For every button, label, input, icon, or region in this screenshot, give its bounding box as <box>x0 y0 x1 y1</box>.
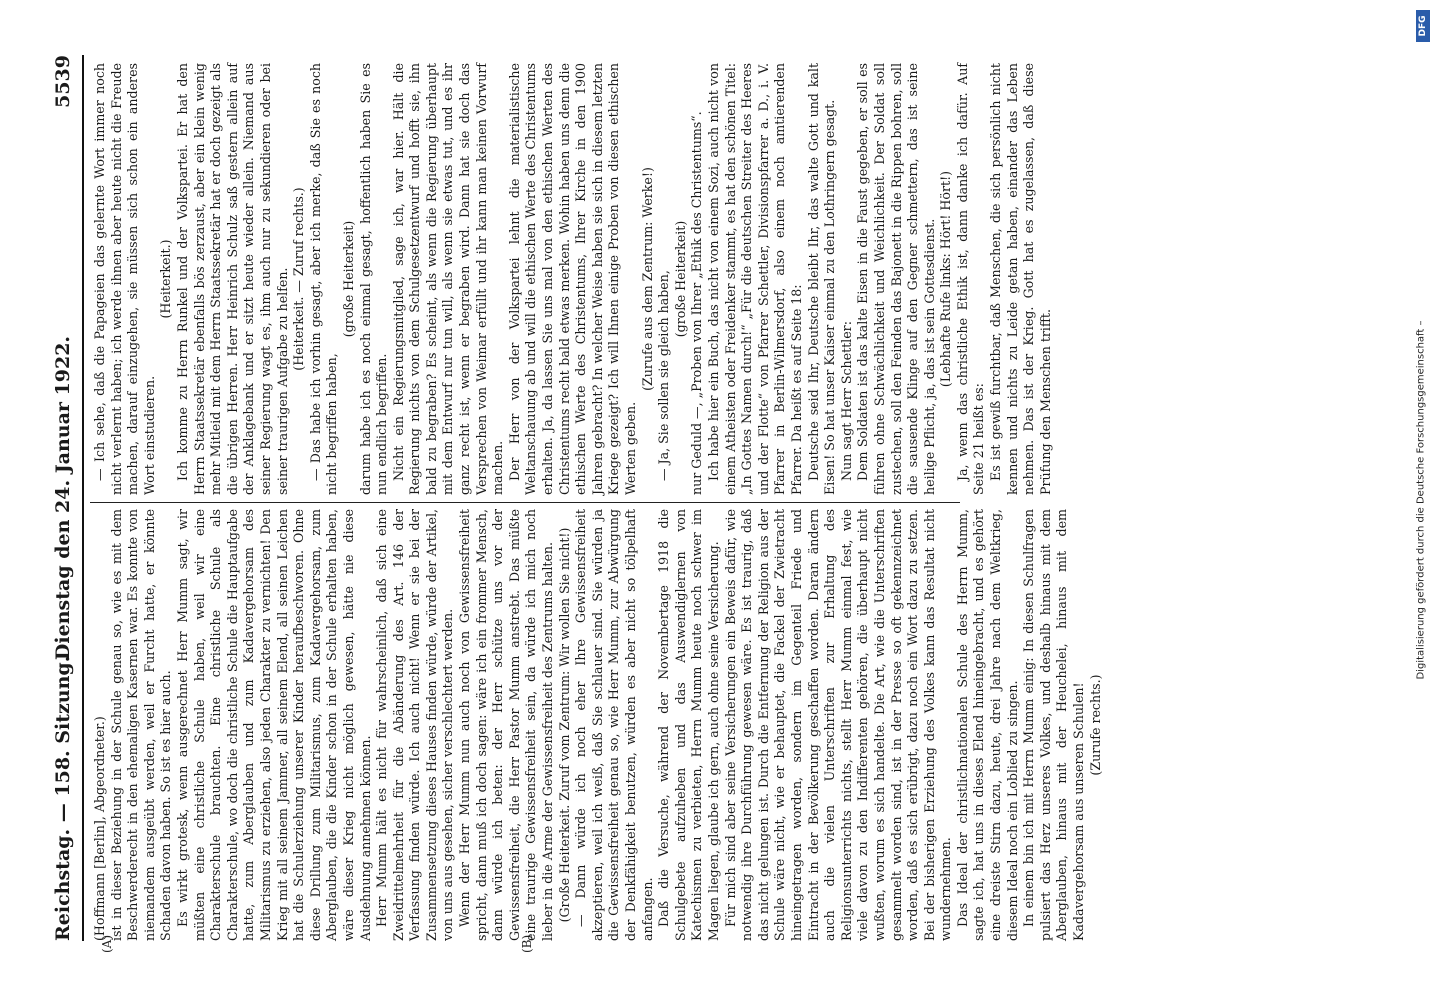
margin-mark-a: (A) <box>100 934 114 953</box>
paragraph: Nun sagt Herr Schettler: <box>838 321 854 481</box>
column-divider <box>90 502 960 503</box>
interjection: (Lebhafte Rufe links: Hört! Hört!) <box>938 170 954 388</box>
margin-mark-b: (B) <box>520 934 534 953</box>
interjection: (Zurufe aus dem Zentrum: Werke!) <box>639 167 655 391</box>
paragraph: Nicht ein Regierungsmitglied, sage ich, war hier. Hält die Regierung nichts von dem Schulgesetzentwurf und hofft sie, ihn bald zu begraben? Es scheint, als wenn die Regierung überhaupt mit dem Entwurf nur tun will, als wenn sie etwas tut, und es ihr ganz recht ist, wenn er begraben wird. Dann hat sie doch das Versprechen von Weimar erfüllt und ihr kann man keinen Vorwurf machen. <box>390 63 506 495</box>
paragraph: Ich komme zu Herrn Runkel und der Volkspartei. Er hat den Herrn Staatssekretär ebenfalls bös zerzaust, aber ein klein wenig mehr Mitleid mit dem Herrn Staatssekretär hat er doch gezeigt als die übrigen Herren. Herr Heinrich Schulz saß gestern allein auf der Anklagebank und er sitzt heute wieder allein. Niemand aus seiner Regierung wagt es, ihm auch nur zu sekundieren oder bei seiner traurigen Aufgabe zu helfen. <box>174 63 290 495</box>
dfg-logo <box>1416 10 1430 42</box>
paragraph: Der Herr von der Volkspartei lehnt die materialistische Weltanschauung ab und will die ethischen Werte des Christentums erhalten. Ja, da lassen Sie uns mal von den ethischen Werten des Christentums recht bald etwas merken. Wohin haben uns denn die ethischen Werte des Christentums, Ihrer Kirche in den 1900 Jahren gebracht? In welcher Weise haben sie sich in diesem letzten Kriege gezeigt? Ich will Ihnen einige Proben von diesen ethischen Werten geben. <box>506 63 638 495</box>
speaker-line: (Hoffmann [Berlin], Abgeordneter.) <box>92 716 107 941</box>
paragraph: In einem bin ich mit Herrn Mumm einig: In diesen Schulfragen pulsiert das Herz unseres Volkes, und deshalb hinaus mit dem Aberglauben, hinaus mit der Heuchelei, hinaus mit dem Kadavergehorsam aus unseren Schulen! <box>1021 509 1087 941</box>
interjection: (Heiterkeit.) <box>158 239 174 319</box>
paragraph: ist in dieser Beziehung in der Schule genau so, wie es mit dem Beschwerderecht in den ehemaligen Kasernen war. Es konnte von niemandem ausgeübt werden, weil er Furcht hatte, er könnte Schaden davon haben. So ist es hier auch. <box>108 509 174 941</box>
interjection: (Zurufe rechts.) <box>1087 674 1103 776</box>
paragraph: darum habe ich es noch einmal gesagt, hoffentlich haben Sie es nun endlich begriffen. <box>357 63 390 495</box>
dfg-logo-text: DFG <box>1418 15 1428 37</box>
paragraph: Herr Mumm hält es nicht für wahrscheinlich, daß sich eine Zweidrittelmehrheit für die Abänderung des Art. 146 der Verfassung finden würde. Ich auch nicht! Wenn er sie bei der Zusammensetzung dieses Hauses finden würde, würde der Artikel, von uns aus gesehen, sicher verschlechtert werden. <box>374 509 456 941</box>
paragraph: Es wirkt grotesk, wenn ausgerechnet Herr Mumm sagt, wir müßten eine christliche Schule haben, weil wir eine Charakterschule brauchten. Eine christliche Schule als Charakterschule, wo doch die christliche Schule die Hauptaufgabe hatte, zum Aberglauben und zum Kadavergehorsam des Militarismus zu erziehen, also jeden Charakter zu vernichten! Den Krieg mit all seinem Jammer, all seinem Elend, all seinen Leichen hat die Schulerziehung unserer Kinder heraufbeschworen. Ohne diese Drillung zum Militarismus, zum Kadavergehorsam, zum Aberglauben, die die Kinder schon in der Schule erhalten haben, wäre dieser Krieg nicht möglich gewesen, hätte nie diese Ausdehnung annehmen können. <box>174 509 373 941</box>
credit-text: Digitalisierung gefördert durch die Deutsche Forschungsgemeinschaft – <box>1415 320 1427 680</box>
interjection: (Große Heiterkeit. Zuruf vom Zentrum: Wir wollen Sie nicht!) <box>556 527 572 923</box>
header-date: Dienstag den 24. Januar 1922. <box>52 335 74 661</box>
interjection: (Heiterkeit. — Zuruf rechts.) <box>291 187 307 371</box>
paragraph: — Ja, Sie sollen sie gleich haben, <box>656 270 672 481</box>
quote: Es ist gewiß furchtbar, daß Menschen, die sich persönlich nicht kennen und nichts zu Leide getan haben, einander das Leben nehmen. Das ist der Krieg. Gott hat es zugelassen, daß diese Prüfung den Menschen trifft. <box>988 63 1053 495</box>
interjection: (große Heiterkeit) <box>340 220 356 338</box>
paragraph: — Dann würde ich noch eher Ihre Gewissensfreiheit akzeptieren, weil ich weiß, daß Sie schlauer sind. Sie würden ja die Gewissensfreiheit genau so, wie Herr Mumm, zur Abwürgung der Denkfähigkeit benutzen, würden es aber nicht so tölpelhaft anfangen. <box>573 509 655 941</box>
paragraph: Wenn der Herr Mumm nun auch noch von Gewissensfreiheit spricht, dann muß ich doch sagen: wäre ich ein frommer Mensch, dann würde ich beten: der Herr schütze uns vor der Gewissensfreiheit, die Herr Pastor Mumm anstrebt. Das müßte eine traurige Gewissensfreiheit sein, da würde ich mich noch lieber in die Arme der Gewissensfreiheit des Zentrums halten. <box>457 509 556 941</box>
rotated-page-content <box>40 45 1370 955</box>
right-text-column <box>92 62 1053 495</box>
quote: Deutsche seid Ihr, Deutsche bleibt Ihr, das walte Gott und kalt Eisen! So hat unser Kaiser einmal zu den Lothringern gesagt. <box>805 63 838 495</box>
paragraph: Für mich sind aber seine Versicherungen ein Beweis dafür, wie notwendig ihre Durchführung gewesen wäre. Es ist traurig, daß das nicht gelungen ist. Durch die Entfernung der Religion aus der Schule wäre nicht, wie er behauptet, die Fackel der Zwietracht hineingetragen worden, sondern im Gegenteil Friede und Eintracht in der Bevölkerung geschaffen worden. Daran ändern auch die vielen Unterschriften zur Erhaltung des Religionsunterrichts nichts, stellt Herr Mumm einmal fest, wie viele davon zu den Indifferenten gehören, die überhaupt nicht wußten, worum es sich handelte. Die Art, wie die Unterschriften gesammelt worden sind, ist in der Presse so oft gekennzeichnet worden, daß es sich erübrigt, dazu noch ein Wort dazu zu setzen. Bei der bisherigen Erziehung des Volkes kann das Resultat nicht wundernehmen. <box>722 509 954 941</box>
paragraph: Ich habe hier ein Buch, das nicht von einem Sozi, auch nicht von einem Atheisten oder Freidenker stammt, es hat den schönen Titel: „In Gottes Namen durch!“ „Für die deutschen Streiter des Heeres und der Flotte“ von Pfarrer Schettler, Divisionspfarrer a. D., i. V. Pfarrer in Berlin-Wilmersdorf, also einem noch amtierenden Pfarrer. Da heißt es auf Seite 18: <box>705 62 804 495</box>
paragraph: Daß die Versuche, während der Novembertage 1918 die Schulgebete aufzuheben und das Auswendiglernen von Katechismen zu verbieten, Herrn Mumm heute noch schwer im Magen liegen, glaube ich gern, auch ohne seine Versicherung. <box>656 509 721 941</box>
page-header <box>48 55 84 941</box>
paragraph: Das Ideal der christlichnationalen Schule des Herrn Mumm, sagte ich, hat uns in dieses Elend hineingebracht, und es gehört eine dreiste Stirn dazu, heute, drei Jahre nach dem Weltkrieg, diesem Ideal noch ein Loblied zu singen. <box>954 509 1020 941</box>
interjection: (große Heiterkeit) <box>672 220 688 338</box>
paragraph: — Ich sehe, daß die Papageien das gelernte Wort immer noch nicht verlernt haben; ich werde ihnen aber heute nicht die Freude machen, darauf einzugehen, sie müssen sich schon ein anderes Wort einstudieren. <box>92 63 157 495</box>
quote: Dem Soldaten ist das kalte Eisen in die Faust gegeben, er soll es führen ohne Schwächlichkeit und Weichlichkeit. Der Soldat soll zustechen, soll den Feinden das Bajonett in die Rippen bohren, soll die sausende Klinge auf den Gegner schmettern, das ist seine heilige Pflicht, ja, das ist sein Gottesdienst. <box>855 63 937 495</box>
page-number: 5539 <box>52 55 74 108</box>
paragraph: Ja, wenn das christliche Ethik ist, dann danke ich dafür. Auf Seite 21 heißt es: <box>954 63 987 495</box>
left-text-column <box>92 509 1103 941</box>
digitization-credit <box>1414 10 1428 990</box>
paragraph: — Das habe ich vorhin gesagt, aber ich merke, daß Sie es noch nicht begriffen haben, <box>307 63 340 495</box>
paragraph: nur Geduld —, „Proben von Ihrer „Ethik des Christentums“. <box>689 111 705 495</box>
header-session: Reichstag. — 158. Sitzung. <box>52 655 74 941</box>
